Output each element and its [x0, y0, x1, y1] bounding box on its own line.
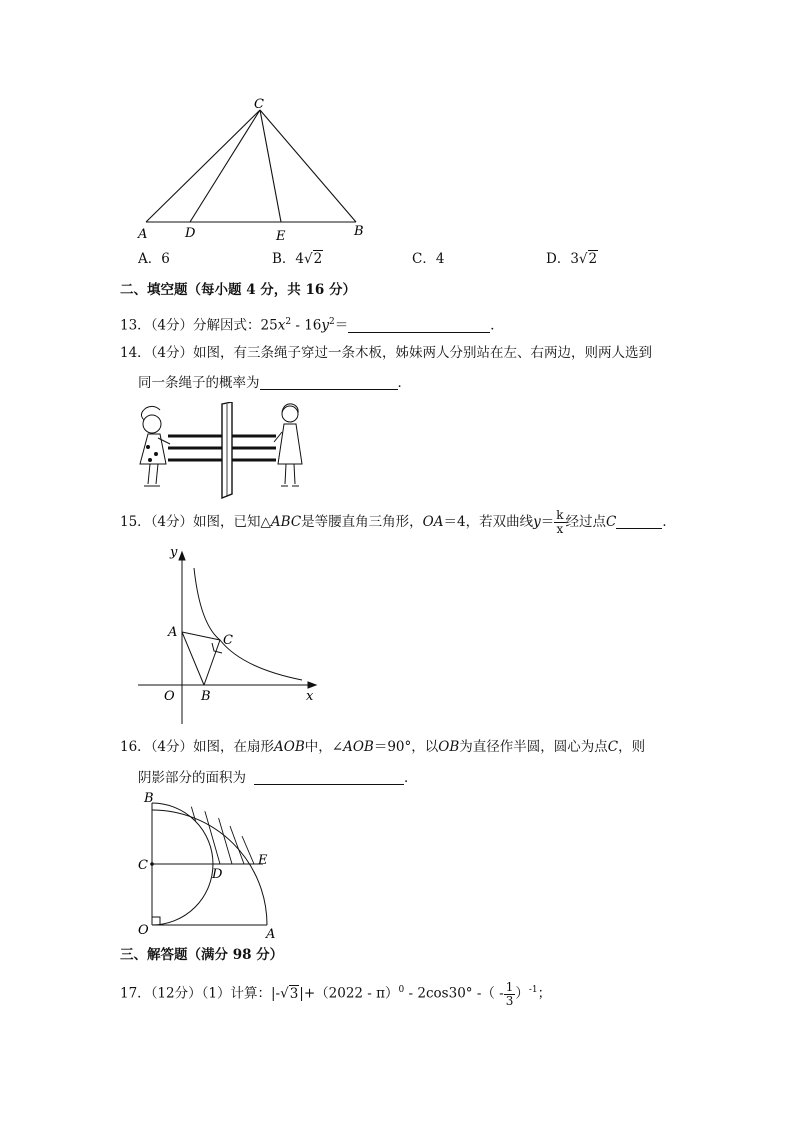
label-c: C: [223, 633, 233, 648]
label-e: E: [276, 229, 286, 244]
figure-hyperbola: [134, 542, 324, 728]
question-14-line2: 同一条绳子的概率为 ．: [138, 375, 411, 391]
figure-sector-aob: [132, 792, 282, 940]
answer-blank-15[interactable]: [616, 514, 662, 529]
radical-sign: √: [280, 985, 289, 1002]
q12-option-d[interactable]: D．3√2: [546, 251, 598, 267]
section-title-solve: 三、解答题（满分 98 分）: [120, 947, 284, 963]
segment-ac: [146, 110, 260, 222]
label-b: B: [144, 792, 154, 806]
x-axis-arrow: [308, 682, 316, 688]
left-girl-illustration: [140, 406, 170, 486]
label-o: O: [138, 923, 149, 938]
segment-ce: [260, 110, 281, 222]
radical-sign: √: [578, 251, 588, 267]
question-14-line1: 14．（4分）如图，有三条绳子穿过一条木板，姊妹两人分别站在左、右两边，则两人选到: [120, 345, 653, 361]
label-c: C: [138, 858, 148, 873]
wooden-board: [222, 402, 232, 498]
label-a: A: [168, 625, 178, 640]
radical-sign: √: [304, 251, 313, 267]
label-o: O: [164, 689, 175, 704]
question-16-line1: 16．（4分）如图，在扇形AOB中，∠AOB＝90°，以OB为直径作半圆，圆心为点C，则: [120, 739, 646, 755]
figure-ropes-board: [136, 402, 311, 502]
segment-cd: [190, 110, 260, 222]
section-title-fill-blank: 二、填空题（每小题 4 分，共 16 分）: [120, 282, 356, 298]
label-c: C: [254, 97, 264, 112]
label-a: A: [266, 927, 276, 940]
label-y: y: [170, 545, 178, 560]
right-girl-illustration: [274, 404, 302, 486]
label-d: D: [185, 226, 196, 241]
question-17: 17．（12分）（1）计算：|-√3|+（2022 - π）$^0$ - 2cos30° -（ - $\frac{1}{3}$ ）$^{-1}$；: [120, 979, 552, 1008]
label-d: D: [212, 867, 223, 882]
label-e: E: [258, 853, 268, 868]
hyperbola-curve: [194, 568, 302, 680]
question-13: 13．（4分）分解因式：$25x^2 - 16y^2=$ ．: [120, 317, 504, 334]
label-a: A: [138, 227, 148, 242]
answer-blank-14[interactable]: [260, 375, 398, 390]
question-15: 15．（4分）如图，已知△ABC是等腰直角三角形，OA＝4，若双曲线y＝ $\frac{k}{x}$ 经过点C ．: [120, 508, 676, 536]
q12-option-b[interactable]: B．4√2: [272, 251, 323, 267]
segment-ab: [182, 632, 204, 685]
center-point-c: [150, 862, 154, 866]
segment-bc: [204, 640, 220, 685]
segment-ac: [182, 632, 220, 640]
label-b: B: [354, 224, 364, 239]
question-16-line2: 阴影部分的面积为 ．: [138, 770, 418, 786]
y-axis-arrow: [179, 552, 185, 560]
q12-option-a[interactable]: A．6: [138, 251, 170, 267]
fraction-one-third: $\frac{1}{3}$: [505, 979, 514, 1008]
figure-triangle-abc: [130, 92, 380, 244]
label-b: B: [201, 689, 211, 704]
answer-blank-16[interactable]: [254, 770, 404, 785]
answer-blank-13[interactable]: [348, 318, 490, 333]
fraction-k-over-x: $\frac{k}{x}$: [556, 508, 564, 536]
q12-option-c[interactable]: C．4: [412, 251, 445, 267]
label-x: x: [306, 689, 314, 704]
segment-bc: [260, 110, 356, 222]
